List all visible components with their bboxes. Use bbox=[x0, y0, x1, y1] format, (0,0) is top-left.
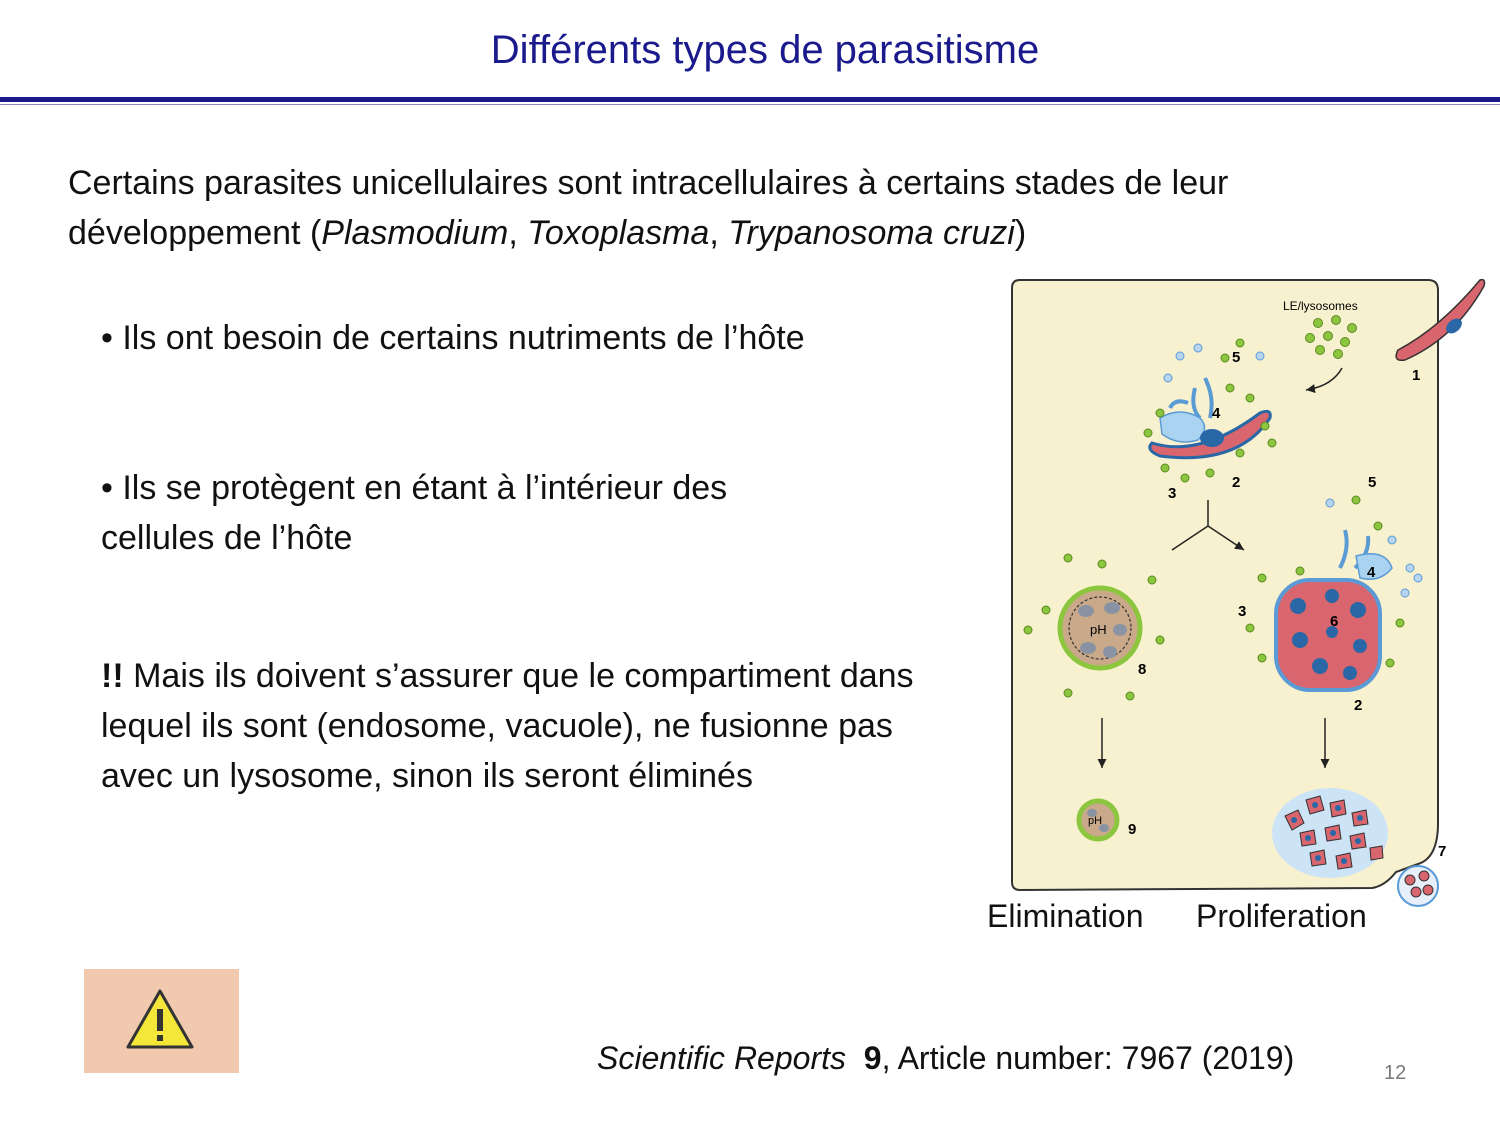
step-number: 2 bbox=[1354, 697, 1363, 714]
emphasis-mark: !! bbox=[101, 657, 124, 695]
journal-volume: 9 bbox=[863, 1040, 882, 1076]
reference-citation bbox=[597, 1040, 1294, 1077]
bullet-protection: • Ils se protègent en étant à l’intérieur des cellules de l’hôte bbox=[101, 469, 728, 557]
intro-line-2-prefix: développement ( bbox=[68, 214, 322, 252]
title-underline bbox=[0, 97, 1500, 102]
journal-name: Scientific Reports bbox=[597, 1040, 846, 1076]
step-number: 4 bbox=[1367, 564, 1376, 581]
step-number: 8 bbox=[1138, 661, 1147, 678]
caption-proliferation: Proliferation bbox=[1196, 898, 1367, 934]
parasite-cell-diagram bbox=[1000, 268, 1500, 908]
bullet-lysosome-warning bbox=[101, 651, 941, 801]
bullet-nutrients: • Ils ont besoin de certains nutriments de l’hôte bbox=[101, 319, 805, 357]
degraded-vacuole bbox=[1079, 801, 1117, 839]
host-cell bbox=[1012, 280, 1438, 890]
intro-separator: , bbox=[508, 214, 528, 252]
intro-line-2-suffix: ) bbox=[1014, 214, 1027, 252]
proliferation-vacuole bbox=[1276, 580, 1380, 690]
title-underline-thin bbox=[0, 104, 1500, 105]
step-number: 5 bbox=[1368, 474, 1377, 491]
egressing-parasites bbox=[1398, 866, 1438, 906]
caption-elimination: Elimination bbox=[987, 898, 1144, 934]
step-number: 4 bbox=[1212, 405, 1221, 422]
ph-label: pH bbox=[1088, 815, 1103, 827]
step-number: 1 bbox=[1412, 367, 1421, 384]
intro-separator: , bbox=[709, 214, 729, 252]
diagram-svg bbox=[1000, 268, 1500, 908]
warning-box bbox=[84, 969, 239, 1073]
acidified-vacuole bbox=[1060, 588, 1140, 668]
step-number: 7 bbox=[1438, 843, 1447, 860]
species-plasmodium: Plasmodium bbox=[321, 214, 509, 252]
ph-label: pH bbox=[1090, 622, 1107, 637]
species-toxoplasma: Toxoplasma bbox=[527, 214, 710, 252]
parasite-cluster bbox=[1272, 788, 1388, 878]
slide-number: 12 bbox=[1384, 1062, 1407, 1084]
lysosomes-label: LE/lysosomes bbox=[1283, 299, 1358, 313]
step-number: 5 bbox=[1232, 349, 1241, 366]
step-number: 2 bbox=[1232, 474, 1241, 491]
step-number: 3 bbox=[1168, 485, 1177, 502]
bullet-lysosome-text: Mais ils doivent s’assurer que le compartiment dans lequel ils sont (endosome, vacuole), ne fusionne pas avec un lysosome, sinon ils seront éliminés bbox=[101, 657, 914, 795]
slide-title: Différents types de parasitisme bbox=[490, 28, 1040, 72]
species-trypanosoma: Trypanosoma cruzi bbox=[728, 214, 1015, 252]
step-number: 9 bbox=[1128, 821, 1137, 838]
intro-paragraph bbox=[68, 158, 1408, 258]
warning-triangle-icon bbox=[84, 969, 239, 1073]
step-number: 3 bbox=[1238, 603, 1247, 620]
step-number: 6 bbox=[1330, 613, 1339, 630]
article-info: , Article number: 7967 (2019) bbox=[881, 1040, 1295, 1076]
intro-line-1: Certains parasites unicellulaires sont intracellulaires à certains stades de leur bbox=[68, 164, 1229, 202]
